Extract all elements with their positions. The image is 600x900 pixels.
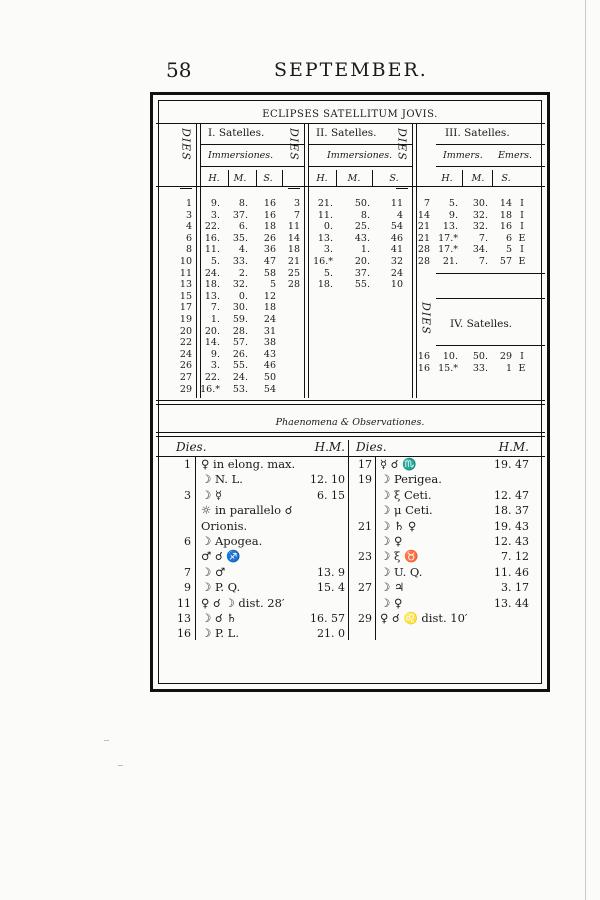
sat2-row-minute: 55. — [354, 279, 370, 291]
rule-line — [156, 404, 545, 405]
rule-line — [308, 166, 412, 167]
sat1-row-hour: 5. — [210, 256, 220, 267]
sat2-row-minute: 1. — [360, 244, 370, 256]
sat1-row-day: 11 — [179, 267, 192, 279]
obs-event: ☽ P. L. — [201, 626, 239, 641]
obs-time: 3. 17 — [501, 581, 529, 595]
obs-time: 19. 47 — [494, 458, 529, 471]
column-divider — [492, 170, 493, 186]
sat1-row-hour: 20. — [204, 325, 220, 337]
sat3-row-second: 57 — [499, 256, 512, 267]
sat1-row-minute: 28. — [232, 325, 248, 337]
sat3-row-minute: 32. — [472, 221, 488, 233]
sat2-row-second: 41 — [390, 244, 403, 256]
column-divider — [336, 170, 337, 186]
obs-event: Orionis. — [201, 518, 248, 533]
sat3-row-minute: 7. — [478, 256, 488, 267]
sat3-row-day: 7 — [423, 198, 430, 209]
obs-time: 12. 10 — [310, 473, 345, 487]
second-header: S. — [389, 173, 399, 184]
sat4-row-second: 1 — [505, 362, 512, 374]
hm-header: H.M. — [314, 440, 345, 454]
sat1-row-second: 18 — [263, 302, 276, 314]
obs-day: 21 — [358, 519, 372, 533]
obs-event: ☽ ♂ — [201, 564, 226, 579]
column-divider — [196, 123, 197, 398]
sat1-row-second: 24 — [263, 314, 276, 325]
sat1-row-second: 38 — [263, 337, 276, 349]
obs-event: ☽ μ Ceti. — [380, 503, 433, 518]
sat2-row-hour: 5. — [323, 267, 333, 279]
sat1-row-day: 8 — [185, 244, 192, 256]
sat1-row-minute: 8. — [238, 198, 248, 209]
obs-day: 6 — [184, 535, 191, 548]
rule-line — [396, 188, 408, 189]
sat3-row-second: 18 — [499, 209, 512, 221]
sat1-row-second: 12 — [263, 290, 276, 302]
obs-time: 16. 57 — [310, 612, 345, 625]
obs-event: ♀ ☌ ☽ dist. 28′ — [201, 595, 285, 610]
dies-label: DIES — [287, 128, 301, 161]
sat3-row-hour: 9. — [448, 209, 458, 221]
sat1-row-second: 58 — [263, 267, 276, 279]
sat1-row-day: 15 — [179, 290, 192, 302]
sat1-row-second: 16 — [263, 209, 276, 221]
rule-line — [156, 432, 545, 433]
rule-line — [308, 144, 412, 145]
obs-event: ☽ ♀ — [380, 595, 403, 610]
obs-day: 27 — [358, 581, 372, 595]
sat4-row-hour: 15.* — [438, 362, 458, 374]
sat2-row-second: 46 — [390, 232, 403, 244]
hm-header: H.M. — [498, 440, 529, 454]
obs-day: 23 — [358, 550, 372, 564]
sat3-row-flag: I — [520, 244, 524, 256]
obs-time: 13. 9 — [317, 565, 345, 579]
sat1-row-minute: 24. — [232, 372, 248, 383]
column-divider — [282, 170, 283, 186]
rule-line — [436, 273, 545, 274]
rule-line — [156, 436, 545, 437]
column-divider — [304, 123, 305, 398]
dies-header: Dies. — [176, 440, 207, 454]
sat1-row-second: 26 — [263, 232, 276, 244]
obs-event: ♀ in elong. max. — [201, 457, 296, 471]
rule-line — [436, 166, 545, 167]
sat1-row-second: 16 — [263, 198, 276, 209]
sat1-row-second: 50 — [263, 372, 276, 383]
column-divider — [348, 440, 349, 640]
sat3-row-day: 21 — [417, 232, 430, 244]
sat2-row-day: 18 — [287, 244, 300, 256]
immersiones-label: Immersiones. — [327, 150, 393, 161]
sat2-row-hour: 11. — [317, 209, 333, 221]
column-divider — [412, 123, 413, 398]
immersiones-label: Immersiones. — [208, 150, 274, 161]
sat1-row-minute: 37. — [232, 209, 248, 221]
emersiones-label: Emers. — [498, 150, 533, 161]
obs-event: ♂ ☌ ♐ — [201, 549, 241, 564]
sat3-row-hour: 5. — [448, 198, 458, 209]
column-divider — [375, 456, 376, 640]
sat1-row-second: 43 — [263, 348, 276, 360]
dies-header: Dies. — [356, 440, 387, 454]
obs-time: 13. 44 — [494, 596, 529, 610]
sat2-row-day: 11 — [287, 221, 300, 233]
sat3-row-flag: E — [518, 232, 526, 244]
rule-line — [156, 400, 545, 401]
minute-header: M. — [233, 173, 247, 184]
obs-day: 13 — [177, 612, 191, 625]
obs-day: 29 — [358, 612, 372, 625]
obs-event: ☽ ♄ ♀ — [380, 518, 417, 533]
minute-header: M. — [347, 173, 361, 184]
column-divider — [462, 170, 463, 186]
sat1-row-day: 6 — [185, 232, 192, 244]
obs-day: 7 — [184, 565, 191, 579]
sat4-row-flag: I — [520, 351, 524, 362]
obs-time: 18. 37 — [494, 504, 529, 518]
sat1-row-day: 22 — [179, 337, 192, 349]
immersiones-label: Immers. — [443, 150, 483, 161]
sat1-row-hour: 9. — [210, 348, 220, 360]
sat1-row-minute: 2. — [238, 267, 248, 279]
sat3-row-day: 21 — [417, 221, 430, 233]
sat2-row-second: 10 — [390, 279, 403, 291]
sat1-row-minute: 57. — [232, 337, 248, 349]
satellite-3-label: III. Satelles. — [445, 127, 510, 139]
sat1-row-hour: 1. — [210, 314, 220, 325]
column-divider — [416, 123, 417, 398]
sat1-row-day: 19 — [179, 314, 192, 325]
dies-label: DIES — [395, 128, 409, 161]
obs-time: 6. 15 — [317, 488, 345, 502]
sat1-row-hour: 13. — [204, 290, 220, 302]
sat2-row-second: 4 — [396, 209, 403, 221]
sat3-row-hour: 17.* — [438, 244, 458, 256]
sat1-row-day: 3 — [185, 209, 192, 221]
sat3-row-flag: E — [518, 256, 526, 267]
sat1-row-minute: 26. — [232, 348, 248, 360]
rule-line — [200, 166, 304, 167]
sat1-row-day: 27 — [179, 372, 192, 383]
sat1-row-hour: 9. — [210, 198, 220, 209]
sat3-row-second: 16 — [499, 221, 512, 233]
obs-day: 11 — [177, 596, 191, 610]
rule-line — [180, 188, 192, 189]
sat1-row-hour: 22. — [204, 221, 220, 233]
sat2-row-second: 24 — [390, 267, 403, 279]
sat2-row-minute: 50. — [354, 198, 370, 209]
sat3-row-minute: 32. — [472, 209, 488, 221]
obs-event: ☽ ☌ ♄ — [201, 611, 237, 625]
rule-line — [156, 186, 545, 187]
sat4-row-minute: 50. — [472, 351, 488, 362]
obs-day: 9 — [184, 581, 191, 595]
rule-line — [156, 123, 545, 124]
sat4-row-day: 16 — [417, 351, 430, 362]
obs-event: ☼ in parallelo ☌ — [201, 503, 293, 518]
sat3-row-flag: I — [520, 209, 524, 221]
second-header: S. — [263, 173, 273, 184]
obs-time: 7. 12 — [501, 550, 529, 564]
column-divider — [200, 123, 201, 398]
rule-line — [436, 345, 545, 346]
sat3-row-minute: 30. — [472, 198, 488, 209]
sat1-row-second: 46 — [263, 360, 276, 372]
sat1-row-hour: 16.* — [200, 383, 220, 395]
sat3-row-minute: 34. — [472, 244, 488, 256]
column-divider — [228, 170, 229, 186]
paper-mark — [104, 740, 109, 741]
sat1-row-day: 20 — [179, 325, 192, 337]
sat1-row-hour: 16. — [204, 232, 220, 244]
obs-event: ☽ U. Q. — [380, 564, 423, 579]
obs-day: 3 — [184, 488, 191, 502]
sat1-row-second: 31 — [263, 325, 276, 337]
sat1-row-day: 17 — [179, 302, 192, 314]
observations-title: Phaenomena & Observationes. — [275, 417, 425, 428]
sat3-row-hour: 21. — [442, 256, 458, 267]
sat1-row-hour: 7. — [210, 302, 220, 314]
sat2-row-minute: 25. — [354, 221, 370, 233]
sat2-row-day: 21 — [287, 256, 300, 267]
sat1-row-hour: 24. — [204, 267, 220, 279]
page-title: SEPTEMBER. — [274, 59, 428, 81]
paper-mark — [118, 765, 123, 766]
sat1-row-minute: 4. — [238, 244, 248, 256]
satellite-2-label: II. Satelles. — [316, 127, 377, 139]
sat3-row-flag: I — [520, 198, 524, 209]
obs-event: ☽ P. Q. — [201, 580, 241, 595]
hour-header: H. — [316, 173, 328, 184]
sat4-row-hour: 10. — [442, 351, 458, 362]
column-divider — [372, 170, 373, 186]
sat2-row-hour: 3. — [323, 244, 333, 256]
sat1-row-hour: 3. — [210, 360, 220, 372]
sat2-row-minute: 20. — [354, 256, 370, 267]
rule-line — [436, 298, 545, 299]
obs-event: ☽ ♀ — [380, 534, 403, 548]
sat3-row-minute: 7. — [478, 232, 488, 244]
page-edge-line — [585, 0, 586, 900]
obs-time: 19. 43 — [494, 519, 529, 533]
obs-time: 15. 4 — [317, 581, 345, 595]
sat1-row-minute: 59. — [232, 314, 248, 325]
column-divider — [256, 170, 257, 186]
sat2-row-hour: 16.* — [313, 256, 333, 267]
obs-time: 21. 0 — [317, 627, 345, 641]
sat1-row-hour: 3. — [210, 209, 220, 221]
sat2-row-day: 28 — [287, 279, 300, 291]
sat1-row-hour: 14. — [204, 337, 220, 349]
rule-line — [288, 188, 300, 189]
sat1-row-day: 10 — [179, 256, 192, 267]
obs-day: 1 — [184, 458, 191, 471]
sat2-row-day: 7 — [293, 209, 300, 221]
sat3-row-hour: 13. — [442, 221, 458, 233]
sat2-row-hour: 21. — [317, 198, 333, 209]
obs-event: ☽ ξ ♉ — [380, 549, 419, 564]
obs-time: 11. 46 — [494, 565, 529, 579]
sat3-row-second: 6 — [505, 232, 512, 244]
sat2-row-second: 54 — [390, 221, 403, 233]
sat1-row-day: 26 — [179, 360, 192, 372]
sat2-row-minute: 37. — [354, 267, 370, 279]
sat1-row-second: 18 — [263, 221, 276, 233]
sat2-row-day: 14 — [287, 232, 300, 244]
sat1-row-day: 13 — [179, 279, 192, 291]
sat3-row-hour: 17.* — [438, 232, 458, 244]
dies-label: DIES — [419, 302, 433, 335]
obs-day: 19 — [358, 473, 372, 487]
satellite-4-label: IV. Satelles. — [450, 318, 513, 330]
column-divider — [195, 456, 196, 640]
sat1-row-day: 24 — [179, 348, 192, 360]
sat4-row-second: 29 — [499, 351, 512, 362]
sat1-row-second: 47 — [263, 256, 276, 267]
sat1-row-day: 29 — [179, 383, 192, 395]
obs-event: ☽ ☿ — [201, 487, 223, 502]
sat2-row-hour: 13. — [317, 232, 333, 244]
obs-day: 16 — [177, 627, 191, 641]
sat1-row-minute: 30. — [232, 302, 248, 314]
rule-line — [200, 144, 304, 145]
obs-event: ☽ Apogea. — [201, 534, 263, 548]
hour-header: H. — [208, 173, 220, 184]
sat1-row-day: 4 — [185, 221, 192, 233]
sat1-row-minute: 53. — [232, 383, 248, 395]
sat2-row-minute: 43. — [354, 232, 370, 244]
sat2-row-hour: 0. — [323, 221, 333, 233]
column-divider — [308, 123, 309, 398]
sat1-row-minute: 33. — [232, 256, 248, 267]
sat3-row-day: 28 — [417, 244, 430, 256]
eclipses-title: ECLIPSES SATELLITUM JOVIS. — [262, 109, 438, 120]
obs-event: ☿ ☌ ♏ — [380, 457, 417, 471]
sat2-row-day: 25 — [287, 267, 300, 279]
sat1-row-minute: 35. — [232, 232, 248, 244]
hour-header: H. — [441, 173, 453, 184]
sat2-row-minute: 8. — [360, 209, 370, 221]
sat1-row-second: 5 — [269, 279, 276, 291]
sat1-row-minute: 55. — [232, 360, 248, 372]
sat1-row-minute: 0. — [238, 290, 248, 302]
obs-time: 12. 47 — [494, 488, 529, 502]
sat4-row-day: 16 — [417, 362, 430, 374]
obs-day: 17 — [358, 458, 372, 471]
sat3-row-flag: I — [520, 221, 524, 233]
sat2-row-hour: 18. — [317, 279, 333, 291]
sat1-row-hour: 11. — [204, 244, 220, 256]
sat3-row-day: 14 — [417, 209, 430, 221]
sat2-row-second: 11 — [390, 198, 403, 209]
sat1-row-minute: 6. — [238, 221, 248, 233]
page-number: 58 — [166, 58, 192, 82]
sat1-row-second: 54 — [263, 383, 276, 395]
sat1-row-hour: 18. — [204, 279, 220, 291]
second-header: S. — [501, 173, 511, 184]
obs-event: ☽ Perigea. — [380, 472, 442, 487]
sat2-row-day: 3 — [293, 198, 300, 209]
sat4-row-flag: E — [518, 362, 526, 374]
obs-event: ☽ ♃ — [380, 580, 405, 595]
sat1-row-second: 36 — [263, 244, 276, 256]
obs-event: ☽ N. L. — [201, 472, 243, 487]
sat3-row-second: 5 — [505, 244, 512, 256]
sat1-row-day: 1 — [185, 198, 192, 209]
obs-event: ♀ ☌ ♌ dist. 10′ — [380, 611, 468, 625]
sat3-row-second: 14 — [499, 198, 512, 209]
obs-event: ☽ ξ Ceti. — [380, 487, 432, 502]
sat1-row-hour: 22. — [204, 372, 220, 383]
minute-header: M. — [471, 173, 485, 184]
rule-line — [436, 144, 545, 145]
sat4-row-minute: 33. — [472, 362, 488, 374]
sat3-row-day: 28 — [417, 256, 430, 267]
dies-label: DIES — [179, 128, 193, 161]
obs-time: 12. 43 — [494, 535, 529, 548]
sat1-row-minute: 32. — [232, 279, 248, 291]
satellite-1-label: I. Satelles. — [208, 127, 265, 139]
sat2-row-second: 32 — [390, 256, 403, 267]
